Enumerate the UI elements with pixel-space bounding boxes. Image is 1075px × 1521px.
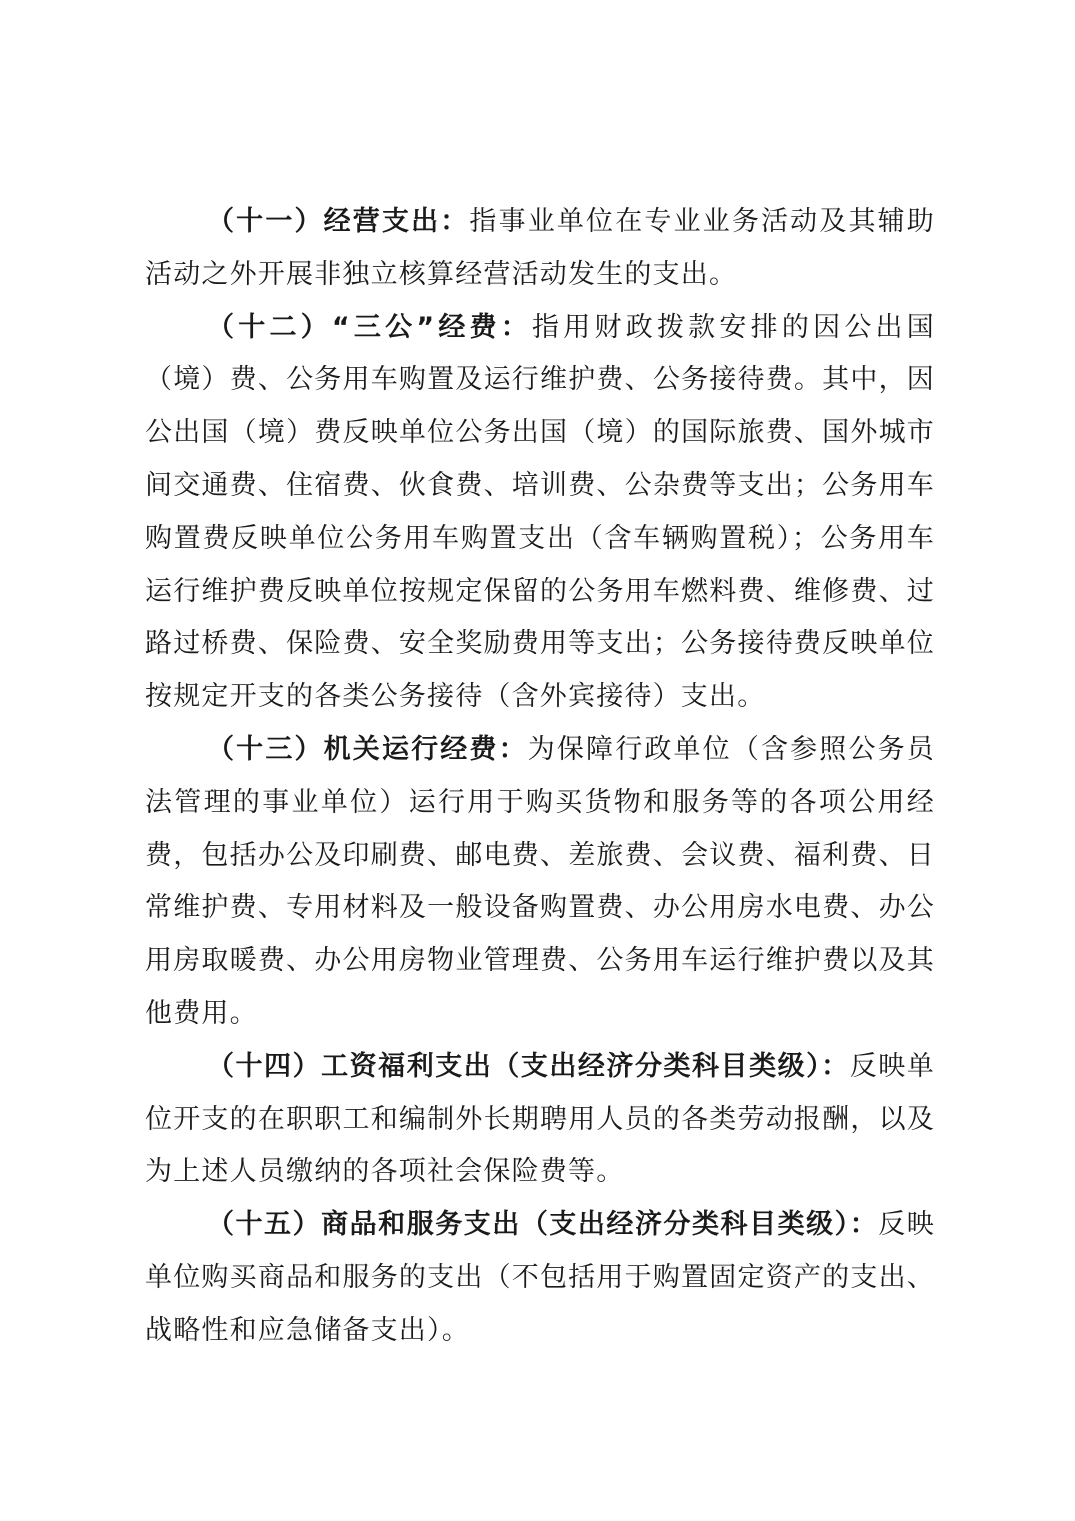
paragraph-13 (145, 724, 935, 1041)
term-definition: 指事业单位在专业业务活动及其辅助活动之外开展非独立核算经营活动发生的支出。 (145, 206, 935, 290)
term-heading: （十三）机关运行经费： (207, 733, 528, 765)
paragraph-12 (145, 302, 935, 724)
paragraph-14 (145, 1041, 935, 1199)
term-definition: 为保障行政单位（含参照公务员法管理的事业单位）运行用于购买货物和服务等的各项公用经费，包括办公及印刷费、邮电费、差旅费、会议费、福利费、日常维护费、专用材料及一般设备购置费、办公用房水电费、办公用房取暖费、办公用房物业管理费、公务用车运行维护费以及其他费用。 (145, 733, 935, 1029)
term-heading: （十五）商品和服务支出（支出经济分类科目类级）： (207, 1209, 879, 1241)
term-definition: 反映单位开支的在职职工和编制外长期聘用人员的各类劳动报酬，以及为上述人员缴纳的各项社会保险费等。 (145, 1050, 935, 1188)
term-heading: （十二）“三公”经费： (207, 311, 533, 343)
paragraph-15 (145, 1199, 935, 1357)
term-definition: 指用财政拨款安排的因公出国（境）费、公务用车购置及运行维护费、公务接待费。其中，因公出国（境）费反映单位公务出国（境）的国际旅费、国外城市间交通费、住宿费、伙食费、培训费、公杂费等支出；公务用车购置费反映单位公务用车购置支出（含车辆购置税）；公务用车运行维护费反映单位按规定保留的公务用车燃料费、维修费、过路过桥费、保险费、安全奖励费用等支出；公务接待费反映单位按规定开支的各类公务接待（含外宾接待）支出。 (145, 311, 935, 713)
paragraph-11 (145, 196, 935, 302)
term-heading: （十一）经营支出： (207, 206, 470, 237)
term-heading: （十四）工资福利支出（支出经济分类科目类级）： (207, 1050, 850, 1082)
document-page (145, 196, 935, 1358)
term-definition: 反映单位购买商品和服务的支出（不包括用于购置固定资产的支出、战略性和应急储备支出）。 (145, 1209, 935, 1346)
